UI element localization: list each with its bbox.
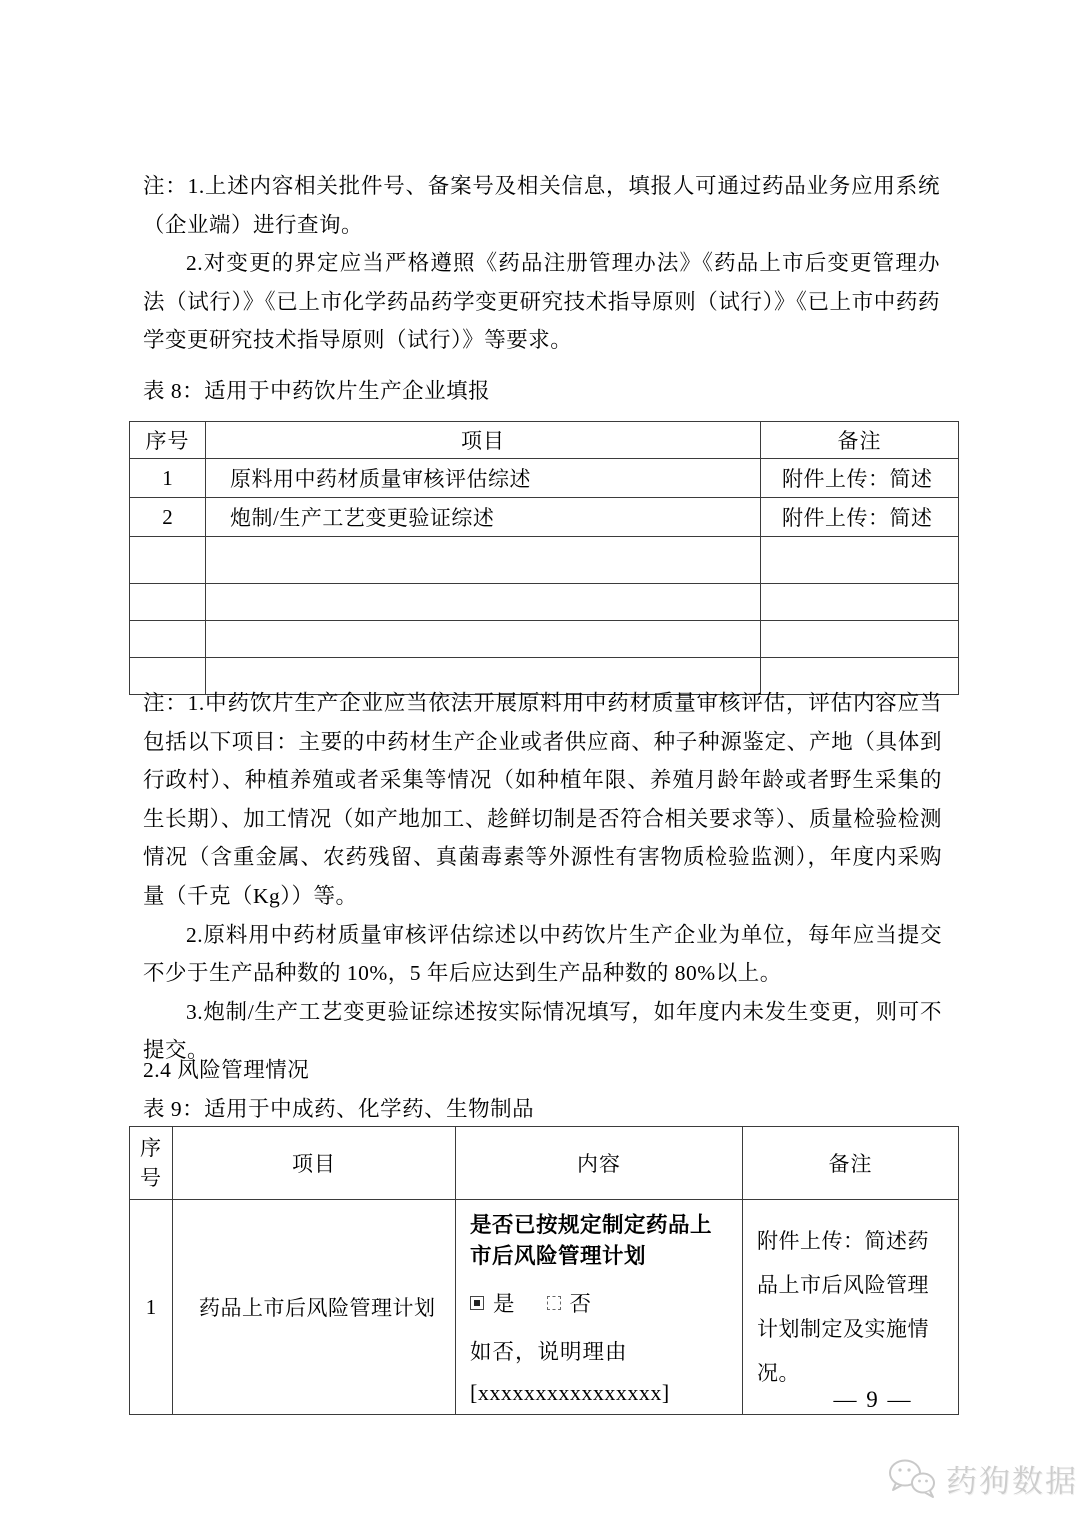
table8-header-remark: 备注 [761, 422, 959, 459]
table9-header-row [130, 1127, 959, 1200]
yes-label: 是 [493, 1292, 515, 1316]
table9-row-1 [130, 1200, 959, 1415]
table9-row1-no: 1 [130, 1200, 173, 1415]
table8-row2-no: 2 [130, 498, 206, 537]
table8-row2-remark: 附件上传：简述 [761, 498, 959, 537]
table9-header-no: 序号 [130, 1127, 173, 1200]
top-note-paragraph-1: 注：1.上述内容相关批件号、备案号及相关信息，填报人可通过药品业务应用系统（企业端）进行查询。 [143, 174, 940, 237]
table8-empty-row [130, 537, 959, 584]
table8-notes-block [130, 684, 942, 1070]
table8-row1-remark: 附件上传：简述 [761, 459, 959, 498]
watermark-text: 药狗数据 [946, 1464, 1078, 1499]
table8-header-no: 序号 [130, 422, 206, 459]
table8-empty-cell [761, 621, 959, 658]
table8-row-1 [130, 459, 959, 498]
table8-empty-cell [206, 621, 761, 658]
table8-note-paragraph-3: 3.炮制/生产工艺变更验证综述按实际情况填写，如年度内未发生变更，则可不提交。 [143, 999, 942, 1063]
table8-empty-cell [206, 537, 761, 584]
reason-prompt: 如否，说明理由 [470, 1340, 628, 1364]
table8-empty-row [130, 621, 959, 658]
table8-header-item: 项目 [206, 422, 761, 459]
section-heading-2-4: 2.4 风险管理情况 [143, 1058, 310, 1082]
table8-row1-no: 1 [130, 459, 206, 498]
table8-note-paragraph-2: 2.原料用中药材质量审核评估综述以中药饮片生产企业为单位，每年应当提交不少于生产品种数的 10%，5 年后应达到生产品种数的 80%以上。 [143, 922, 942, 986]
table8-empty-cell [130, 537, 206, 584]
wechat-icon [886, 1457, 938, 1501]
table8-title: 表 8：适用于中药饮片生产企业填报 [143, 379, 491, 403]
yes-checkbox[interactable] [470, 1296, 484, 1310]
no-checkbox[interactable] [547, 1296, 561, 1310]
no-label: 否 [569, 1292, 592, 1316]
page-number: — 9 — [833, 1387, 913, 1412]
table8-empty-cell [130, 621, 206, 658]
table8-empty-row [130, 584, 959, 621]
table9-header-remark: 备注 [743, 1127, 959, 1200]
table8 [129, 421, 959, 695]
risk-plan-question: 是否已按规定制定药品上市后风险管理计划 [470, 1213, 713, 1268]
table9 [129, 1126, 959, 1415]
table8-empty-cell [206, 584, 761, 621]
table8-empty-cell [761, 537, 959, 584]
table8-row-2 [130, 498, 959, 537]
watermark [886, 1456, 1078, 1501]
table9-header-content: 内容 [456, 1127, 743, 1200]
table8-row2-item: 炮制/生产工艺变更验证综述 [206, 498, 761, 537]
table9-title: 表 9：适用于中成药、化学药、生物制品 [143, 1097, 535, 1121]
table8-row1-item: 原料用中药材质量审核评估综述 [206, 459, 761, 498]
table9-row1-remark: 附件上传：简述药品上市后风险管理计划制定及实施情况。 [743, 1200, 959, 1415]
table8-note-paragraph-1: 注：1.中药饮片生产企业应当依法开展原料用中药材质量审核评估，评估内容应当包括以下项目：主要的中药材生产企业或者供应商、种子种源鉴定、产地（具体到行政村）、种植养殖或者采集等情况（如种植年限、养殖月龄年龄或者野生采集的生长期）、加工情况（如产地加工、趁鲜切制是否符合相关要求等）、质量检验检测情况（含重金属、农药残留、真菌毒素等外源性有害物质检验监测），年度内采购量（千克（Kg））等。 [143, 691, 942, 908]
table8-empty-cell [761, 584, 959, 621]
reason-placeholder-field[interactable]: [xxxxxxxxxxxxxxxx] [470, 1380, 670, 1405]
table9-header-item: 项目 [173, 1127, 456, 1200]
yes-no-choice-line [470, 1287, 730, 1318]
table9-row1-content [456, 1200, 743, 1415]
table8-header-row [130, 422, 959, 459]
table9-row1-item: 药品上市后风险管理计划 [173, 1200, 456, 1415]
top-notes-block [143, 167, 940, 360]
top-note-paragraph-2: 2.对变更的界定应当严格遵照《药品注册管理办法》《药品上市后变更管理办法（试行）》《已上市化学药品药学变更研究技术指导原则（试行）》《已上市中药药学变更研究技术指导原则（试行）》等要求。 [143, 251, 940, 353]
table8-empty-cell [130, 584, 206, 621]
